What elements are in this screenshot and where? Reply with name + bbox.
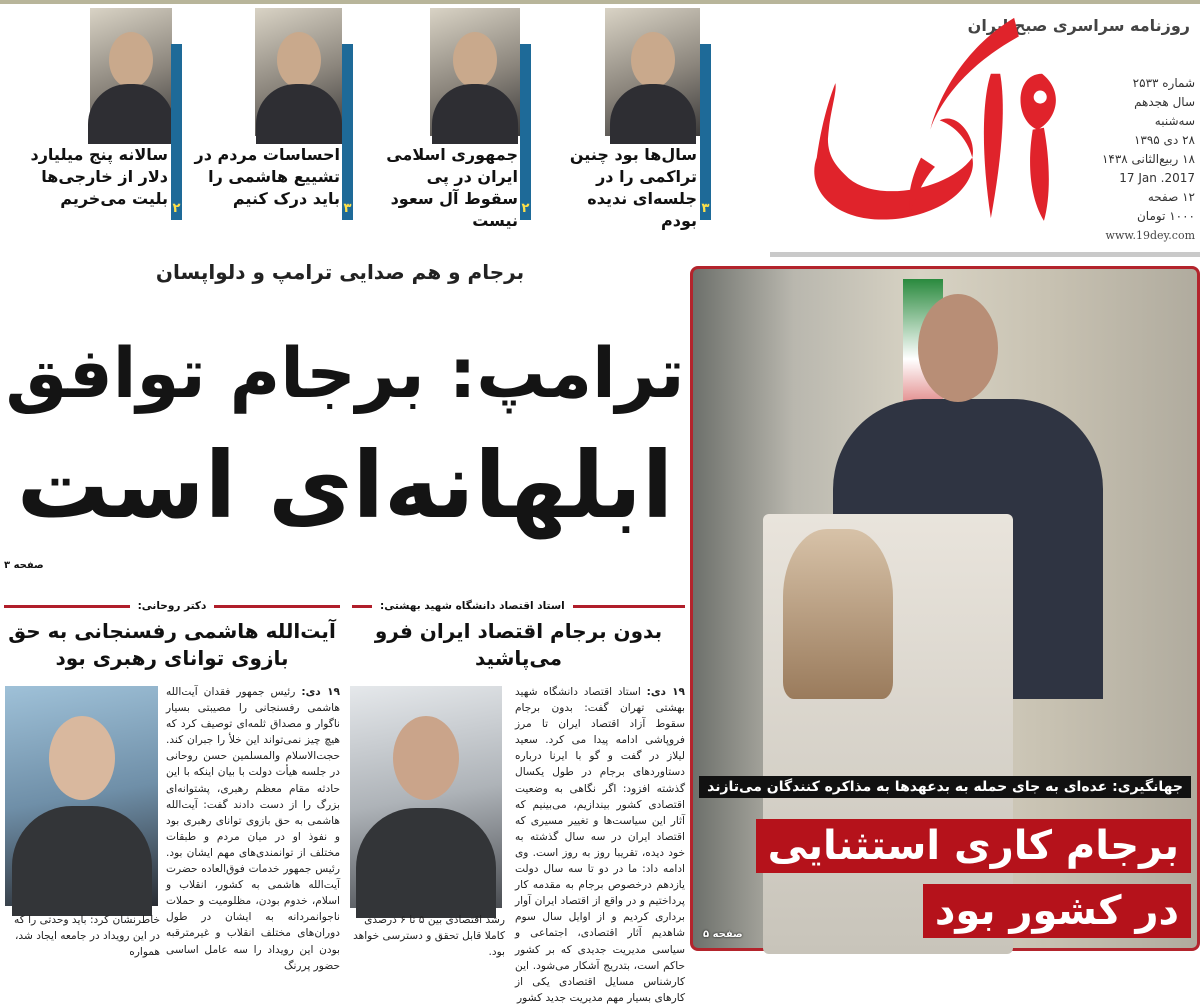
body-text: رئیس جمهور فقدان آیت‌الله هاشمی رفسنجانی را مصیبتی بسیار ناگوار و مصداق ثلمه‌ای توصیف کرد که هیچ چیز نمی‌تواند این خلأ را جبران کند. حجت‌الاسلام والمسلمین حسن روحانی در جلسه هیأت دولت با بیان اینکه با این حادثه مقام معظم رهبری، پشتوانه‌ای بزرگ را از دست دادند گفت: آیت‌الله هاشمی به حق بازوی توانای رهبری بود و نفوذ او در میان مردم و طبقات مختلف از توانمندی‌های مهم ایشان بود. رئیس جمهور خدمات فوق‌العاده حضرت آیت‌الله هاشمی به کشور، انقلاب و اسلام، خدوم بودن، مظلومیت و حملات ناجوانمردانه به ایشان در طول دوران‌های مختلف انقلاب و غیرمترقبه بودن این رویداد را سه عامل اساسی حضور پررنگ [166, 686, 340, 972]
teaser-bar [342, 44, 353, 220]
issue-number: شماره ۲۵۳۳ [1132, 76, 1195, 90]
article-photo [350, 686, 502, 908]
website-link[interactable]: www.19dey.com [1105, 229, 1195, 242]
issue-date-solar: ۲۸ دی ۱۳۹۵ [1133, 133, 1195, 147]
top-rule [0, 0, 1200, 4]
feature-headline-line2: در کشور بود [923, 884, 1191, 938]
issue-weekday: سه‌شنبه [1154, 114, 1195, 128]
teaser-headline: احساسات مردم در تشییع هاشمی را باید درک کنیم [194, 145, 340, 208]
lead-headline-line1: ترامپ: برجام توافق [5, 334, 685, 414]
teaser-page: ۲ [521, 201, 530, 216]
teaser-bar [700, 44, 711, 220]
handprint-icon [1034, 91, 1047, 104]
feature-headline-line1: برجام کاری استثنایی [756, 819, 1191, 873]
lead-page-ref: صفحه ۳ [4, 560, 44, 571]
lead-headline-line2: ابلهانه‌ای است [16, 432, 674, 539]
teaser-photo [255, 8, 342, 136]
feature-photo[interactable] [690, 266, 1200, 951]
teaser-3[interactable] [188, 8, 354, 253]
issue-info [1075, 74, 1195, 245]
teaser-photo [605, 8, 700, 136]
article-headline[interactable]: بدون برجام اقتصاد ایران فرو می‌پاشید [374, 619, 663, 670]
masthead-rule [770, 252, 1200, 257]
feature-page-ref: صفحه ۵ [703, 929, 743, 940]
kicker-text: دکتر روحانی: [137, 600, 207, 612]
article-kicker [352, 598, 685, 614]
lead-headline[interactable] [0, 318, 690, 542]
article-body [515, 684, 686, 1004]
body-text: استاد اقتصاد دانشگاه شهید بهشتی تهران گفت: بدون برجام سقوط آزاد اقتصاد ایران تا مرز فروپاشی ادامه پیدا می کرد. سعید لیلاز در گفت و گو با ایرنا درباره دستاوردهای برجام در طول یکسال گذشته افزود: اگر نگاهی به وضعیت اقتصادی کشور بیندازیم، می‌بینیم که آثار این سیاست‌ها و تغییر مسیری که اقتصاد ایران در سه سال گذشته به خود دیده، تقریبا روز به روز است. وی ادامه داد: ما در دو تا سه سال دولت یازدهم درخصوص برجام به مقدمه کار پرداختیم و در واقع از اقتصاد ایران آوار برداری کردیم و از اوایل سال سوم شاهدیم آثار اقتصادی، اجتماعی و سیاسی مدیریت جدیدی که بر کشور حاکم است، بتدریج آشکار می‌شود. این کارشناس مسایل اقتصادی یکی از کارهای بسیار مهم مدیریت جدید کشور [515, 686, 685, 1004]
teaser-photo [90, 8, 172, 136]
teaser-headline: سالانه پنج میلیارد دلار از خارجی‌ها بلیت می‌خریم [30, 145, 168, 208]
article-kicker [4, 598, 340, 614]
teaser-page: ۳ [343, 201, 352, 216]
teaser-page: ۲ [172, 201, 181, 216]
podium-poster [783, 529, 893, 699]
teaser-headline: سال‌ها بود چنین تراکمی را در جلسه‌ای ندیده بودم [569, 145, 697, 230]
newspaper-logo [800, 10, 1070, 240]
issue-price: ۱۰۰۰ تومان [1136, 209, 1195, 223]
issue-date-gregorian: 17 Jan .2017 [1119, 171, 1195, 185]
dateline: ۱۹ دی: [301, 686, 340, 698]
teaser-bar [520, 44, 531, 220]
issue-year: سال هجدهم [1134, 95, 1195, 109]
teaser-headline: جمهوری اسلامی ایران در پی سقوط آل سعود نیست [386, 145, 518, 230]
dateline: ۱۹ دی: [646, 686, 686, 698]
teaser-2[interactable] [368, 8, 533, 253]
issue-pages: ۱۲ صفحه [1147, 190, 1195, 204]
issue-date-lunar: ۱۸ ربیع‌الثانی ۱۴۳۸ [1101, 152, 1195, 166]
lead-subhead: برجام و هم صدایی ترامپ و دلواپسان [155, 260, 525, 284]
masthead-tagline: روزنامه سراسری صبح ایران [967, 16, 1190, 35]
teaser-photo [430, 8, 520, 136]
teaser-page: ۳ [701, 201, 710, 216]
speaker-head [918, 294, 998, 402]
article-photo-caption: رشد اقتصادی بین ۵ تا ۶ درصدی کاملا قابل تحقق و دسترسی خواهد بود. [353, 914, 505, 958]
article-headline[interactable]: آیت‌الله هاشمی رفسنجانی به حق بازوی توانای رهبری بود [8, 619, 336, 670]
kicker-text: استاد اقتصاد دانشگاه شهید بهشتی: [380, 600, 565, 612]
feature-caption: جهانگیری: عده‌ای به جای حمله به بدعهدها به مذاکره کنندگان می‌تازند [699, 776, 1191, 798]
teaser-1[interactable] [555, 8, 713, 253]
teaser-4[interactable] [10, 8, 182, 253]
article-photo-caption: خاطرنشان کرد: باید وحدتی را که در این رویداد در جامعه ایجاد شد، همواره [14, 914, 160, 958]
article-photo [5, 686, 158, 906]
article-body [166, 684, 340, 972]
teaser-bar [171, 44, 182, 220]
